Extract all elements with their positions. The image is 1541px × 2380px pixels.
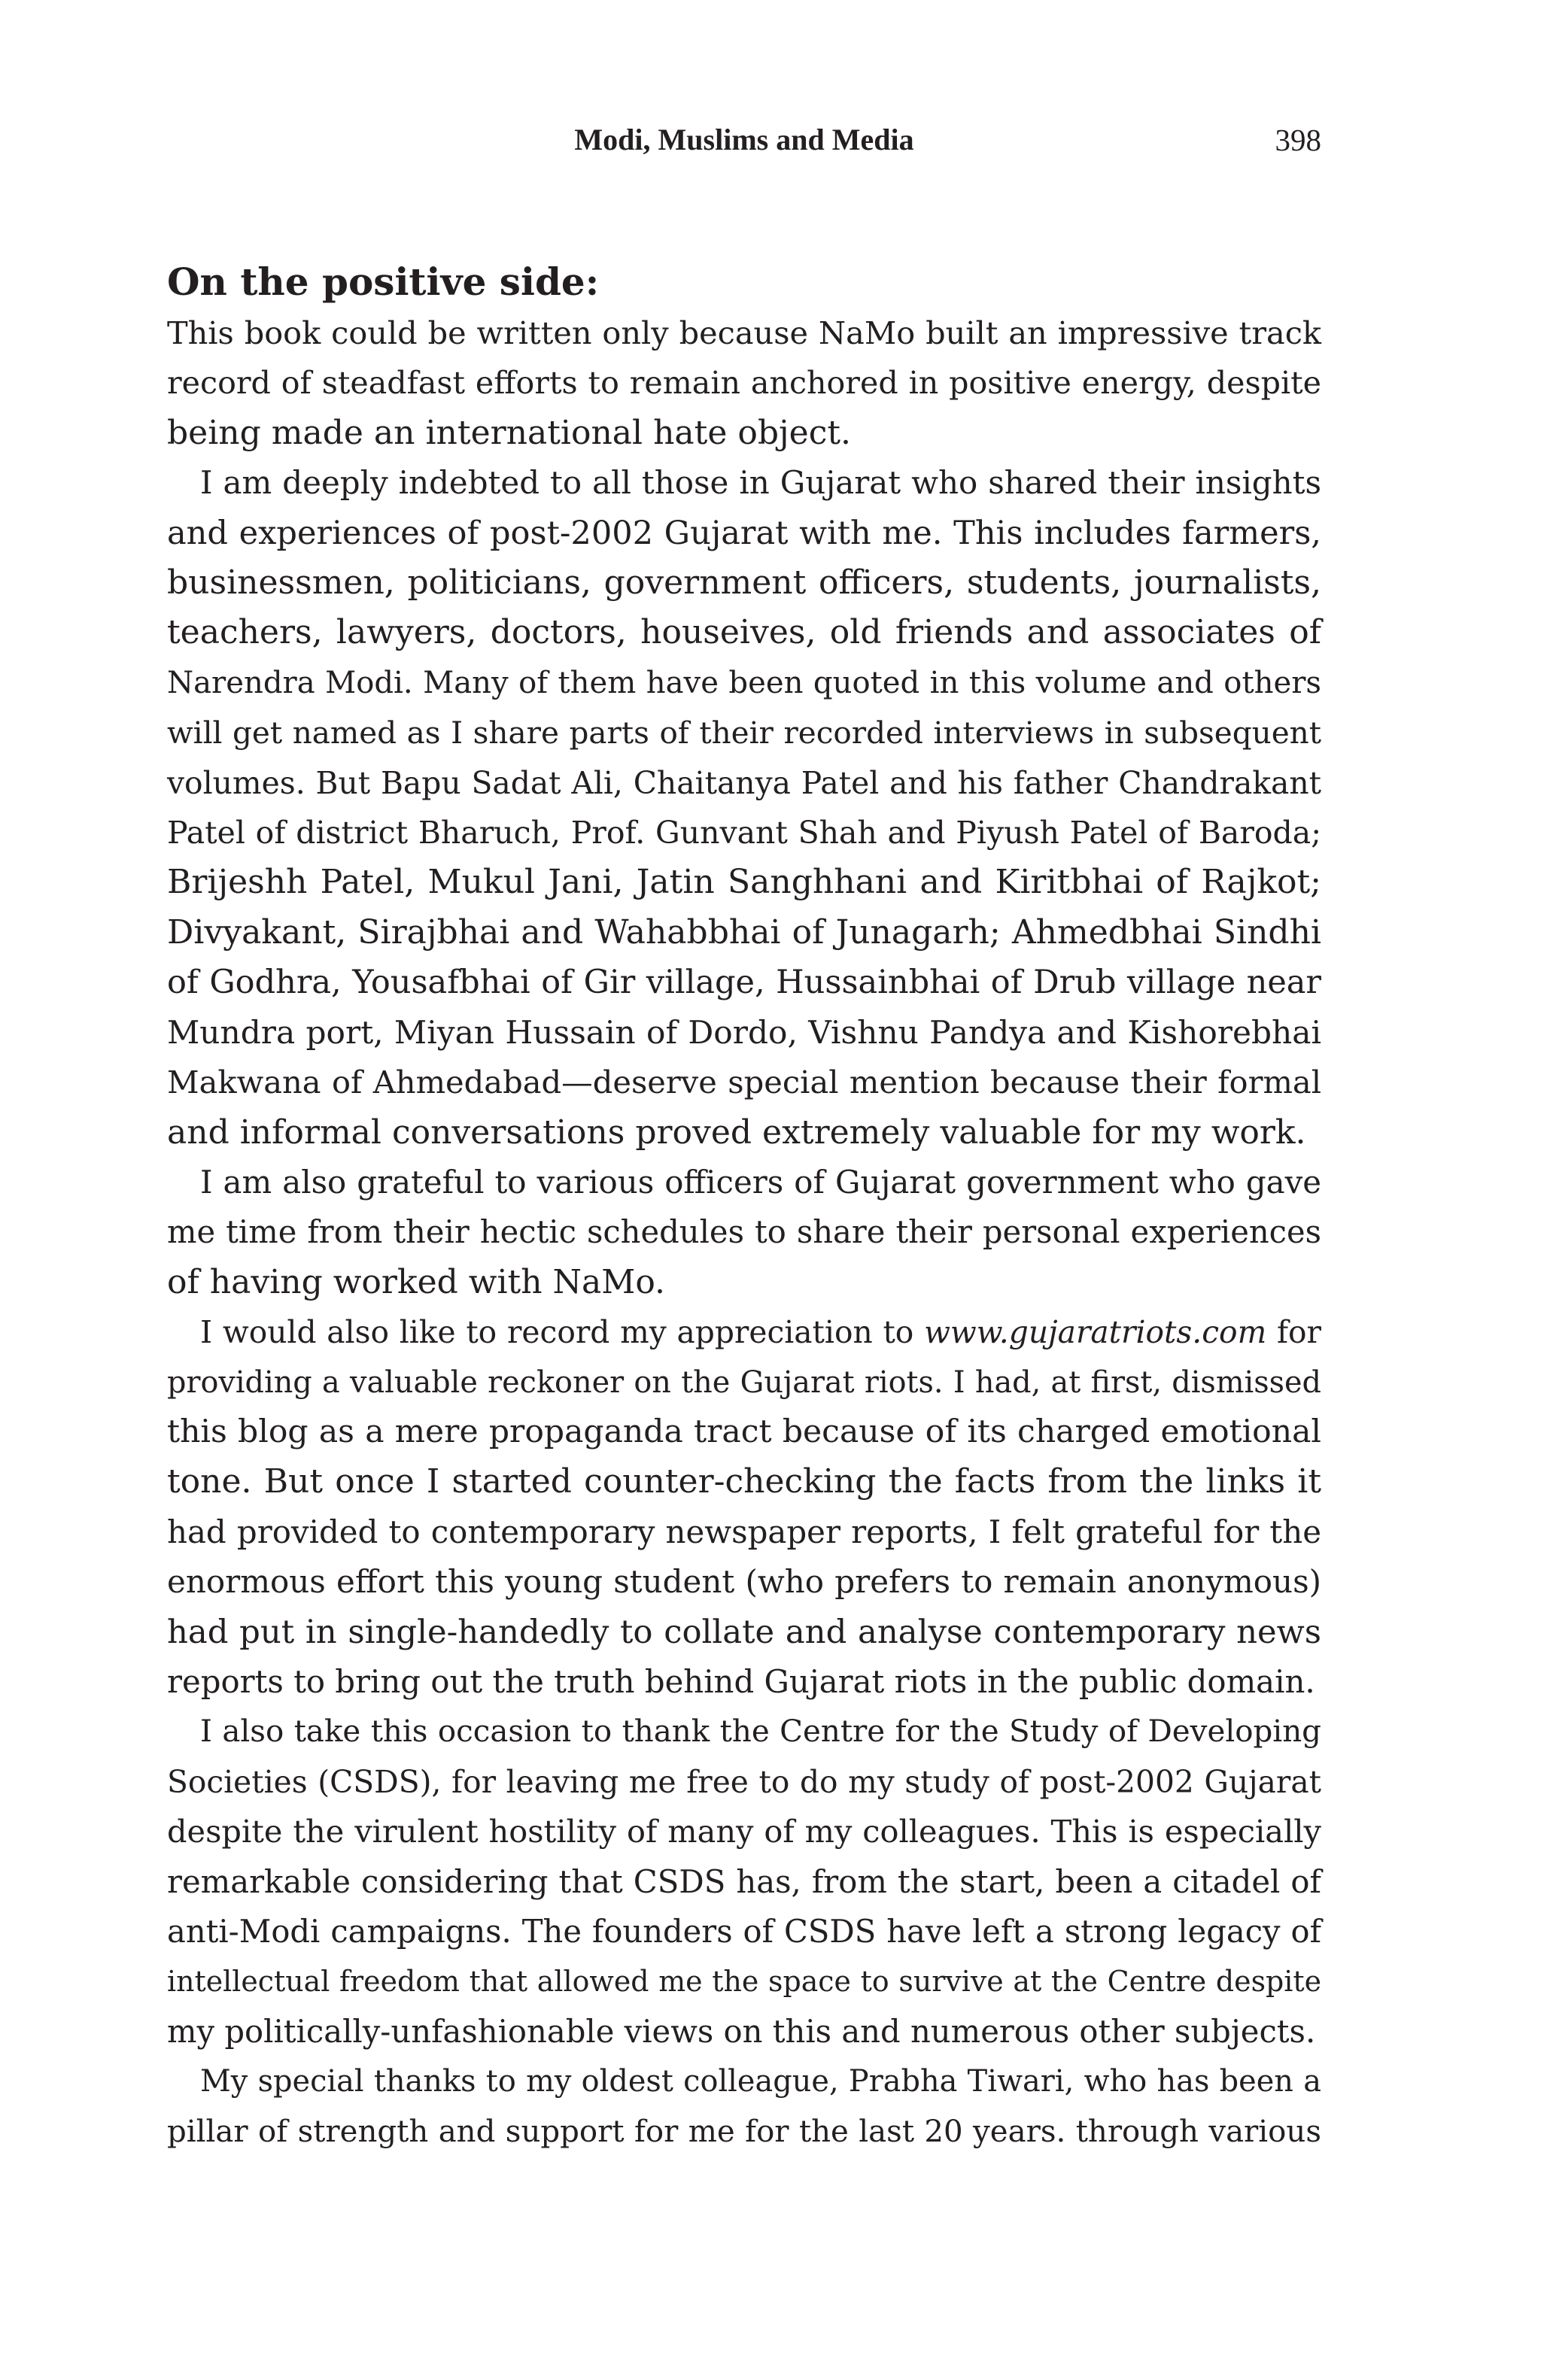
text-line: enormous effort this young student (who prefers to remain anonymous): [167, 1563, 1321, 1601]
paragraph: [167, 1307, 1321, 1707]
text-line: Mundra port, Miyan Hussain of Dordo, Vishnu Pandya and Kishorebhai: [167, 1013, 1321, 1051]
running-title: Modi, Muslims and Media: [574, 123, 914, 156]
text-line: intellectual freedom that allowed me the space to survive at the Centre despite: [167, 1965, 1321, 1999]
text-line: had put in single-handedly to collate and analyse contemporary news: [167, 1613, 1321, 1651]
text-line: providing a valuable reckoner on the Gujarat riots. I had, at first, dismissed: [167, 1365, 1321, 1400]
text-line: Patel of district Bharuch, Prof. Gunvant Shah and Piyush Patel of Baroda;: [167, 815, 1321, 852]
text-line: teachers, lawyers, doctors, houseives, old friends and associates of: [167, 613, 1321, 652]
text-line: had provided to contemporary newspaper reports, I felt grateful for the: [167, 1513, 1321, 1550]
text-line: pillar of strength and support for me for the last 20 years. through various: [167, 2114, 1321, 2149]
text-line: I also take this occasion to thank the Centre for the Study of Developing: [200, 1714, 1321, 1750]
text-line: tone. But once I started counter-checking the facts from the links it: [167, 1462, 1321, 1501]
paragraph: [167, 1158, 1321, 1307]
text-line: Brijeshh Patel, Mukul Jani, Jatin Sanghhani and Kiritbhai of Rajkot;: [167, 863, 1321, 902]
text-fragment: for: [1266, 1314, 1321, 1351]
text-line: volumes. But Bapu Sadat Ali, Chaitanya Patel and his father Chandrakant: [167, 764, 1321, 801]
text-line: anti-Modi campaigns. The founders of CSDS have left a strong legacy of: [167, 1913, 1321, 1950]
website-reference: www.gujaratriots.com: [924, 1314, 1267, 1351]
text-line: Divyakant, Sirajbhai and Wahabbhai of Junagarh; Ahmedbhai Sindhi: [167, 912, 1321, 952]
paragraph: [167, 308, 1321, 458]
text-line: and informal conversations proved extremely valuable for my work.: [167, 1113, 1306, 1152]
text-line: will get named as I share parts of their recorded interviews in subsequent: [167, 715, 1321, 751]
paragraph: [167, 2057, 1321, 2157]
text-line: [167, 1307, 1321, 1357]
text-line: of having worked with NaMo.: [167, 1262, 666, 1301]
text-line: This book could be written only because NaMo built an impressive track: [167, 315, 1321, 351]
text-line: Societies (CSDS), for leaving me free to do my study of post-2002 Gujarat: [167, 1763, 1321, 1800]
text-line: and experiences of post-2002 Gujarat with me. This includes farmers,: [167, 514, 1321, 552]
paragraph: [167, 1707, 1321, 2057]
text-line: businessmen, politicians, government officers, students, journalists,: [167, 563, 1321, 603]
text-line: I am also grateful to various officers of Gujarat government who gave: [200, 1163, 1321, 1201]
text-line: despite the virulent hostility of many of my colleagues. This is especially: [167, 1813, 1321, 1850]
text-line: I am deeply indebted to all those in Gujarat who shared their insights: [200, 464, 1321, 502]
body-text: [167, 256, 1321, 2157]
page-number: 398: [1275, 123, 1321, 157]
text-line: Makwana of Ahmedabad—deserve special mention because their formal: [167, 1064, 1321, 1101]
text-line: record of steadfast efforts to remain anchored in positive energy, despite: [167, 365, 1321, 402]
paragraph: [167, 458, 1321, 1158]
text-line: Narendra Modi. Many of them have been quoted in this volume and others: [167, 665, 1321, 700]
text-line: remarkable considering that CSDS has, from the start, been a citadel of: [167, 1862, 1321, 1900]
text-line: reports to bring out the truth behind Gujarat riots in the public domain.: [167, 1662, 1315, 1700]
section-heading: On the positive side:: [167, 260, 600, 304]
text-line: my politically-unfashionable views on this and numerous other subjects.: [167, 2012, 1316, 2050]
running-head: [167, 117, 1321, 162]
text-line: this blog as a mere propaganda tract because of its charged emotional: [167, 1413, 1321, 1450]
text-line: being made an international hate object.: [167, 413, 852, 452]
text-line: My special thanks to my oldest colleague, Prabha Tiwari, who has been a: [200, 2064, 1321, 2099]
text-fragment: I would also like to record my appreciation to: [200, 1314, 925, 1351]
text-line: of Godhra, Yousafbhai of Gir village, Hussainbhai of Drub village near: [167, 964, 1321, 1002]
text-line: me time from their hectic schedules to share their personal experiences: [167, 1213, 1321, 1251]
